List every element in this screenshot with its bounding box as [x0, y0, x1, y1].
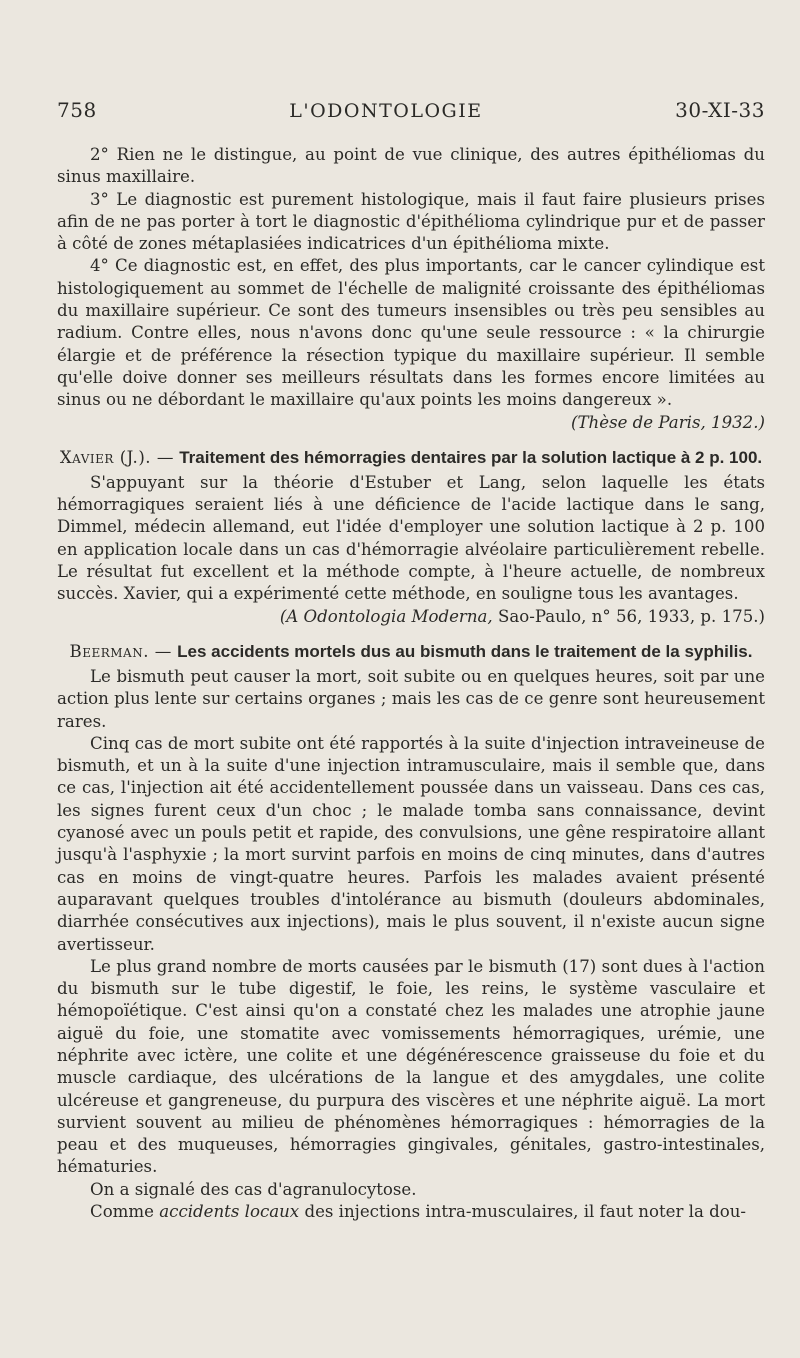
- paragraph: 3° Le diagnostic est purement histologique, mais il faut faire plusieurs prises afin de ne pas porter à tort le diagnostic d'épithélioma cylindrique pur et de passer à côté de zones métaplasiées indicatrices d'un épithélioma mixte.: [57, 189, 765, 254]
- paragraph: On a signalé des cas d'agranulocytose.: [90, 1179, 417, 1199]
- article-title: Traitement des hémorragies dentaires par la solution lactique à 2 p. 100.: [179, 447, 763, 467]
- citation-journal: (A Odontologia Moderna,: [279, 606, 493, 626]
- text-run: Comme: [90, 1202, 154, 1222]
- page-number: 758: [57, 98, 97, 122]
- citation: [57, 606, 765, 628]
- paragraph: Cinq cas de mort subite ont été rapportés à la suite d'injection intraveineuse de bismuth, et un à la suite d'une injection intramusculaire, mais il semble que, dans ce cas, l'injection ait été accidentellement poussée dans un vaisseau. Dans ces cas, les signes furent ceux d'un choc ; le malade tomba sans connaissance, devint cyanosé avec un pouls petit et rapide, des convulsions, une gêne respiratoire allant jusqu'à l'asphyxie ; la mort survint parfois en moins de cinq minutes, dans d'autres cas en moins de vingt-quatre heures. Parfois les malades avaient présenté auparavant quelques troubles d'intolérance au bismuth (douleurs abdominales, diarrhée consécutives aux injections), mais le plus souvent, il n'existe aucun signe avertisseur.: [57, 733, 765, 954]
- article-author: Xavier (J.). —: [59, 447, 174, 467]
- issue-date: 30-XI-33: [675, 98, 765, 122]
- paragraph: S'appuyant sur la théorie d'Estuber et Lang, selon laquelle les états hémorragiques seraient liés à une déficience de l'acide lactique dans le sang, Dimmel, médecin allemand, eut l'idée d'employer une solution lactique à 2 p. 100 en application locale dans un cas d'hémorragie alvéolaire particulièrement rebelle. Le résultat fut excellent et la méthode compte, à l'heure actuelle, de nombreux succès. Xavier, qui a expérimenté cette méthode, en souligne tous les avantages.: [57, 472, 765, 604]
- article-heading-beerman: [57, 641, 765, 662]
- journal-title: L'ODONTOLOGIE: [289, 100, 483, 122]
- text-run: des injections intra-musculaires, il faut noter la dou-: [304, 1202, 747, 1222]
- running-header: [57, 98, 765, 122]
- paragraph: Le plus grand nombre de morts causées par le bismuth (17) sont dues à l'action du bismuth sur le tube digestif, le foie, les reins, le système vasculaire et hémopoïétique. C'est ainsi qu'on a constaté chez les malades une atrophie jaune aiguë du foie, une stomatite avec vomissements hémorragiques, urémie, une néphrite avec ictère, une colite et une dégénérescence graisseuse du foie et du muscle cardiaque, des ulcérations de la langue et des amygdales, une colite ulcéreuse et gangreneuse, du purpura des viscères et une néphrite aiguë. La mort survient souvent au milieu de phénomènes hémorragiques : hémorragies de la peau et des muqueuses, hémorragies gingivales, génitales, gastro-intestinales, hématuries.: [57, 956, 765, 1177]
- citation-details: Sao-Paulo, n° 56, 1933, p. 175.): [498, 606, 765, 626]
- article-title: Les accidents mortels dus au bismuth dans le traitement de la syphilis.: [177, 641, 753, 661]
- italic-run: accidents locaux: [159, 1202, 300, 1222]
- paragraph: 4° Ce diagnostic est, en effet, des plus importants, car le cancer cylindique est histologiquement au sommet de l'échelle de malignité croissante des épithéliomas du maxillaire supérieur. Ce sont des tumeurs insensibles ou très peu sensibles au radium. Contre elles, nous n'avons donc qu'une seule ressource : « la chirurgie élargie et de préférence la résection typique du maxillaire supérieur. Il semble qu'elle doive donner ses meilleurs résultats dans les formes encore limitées au sinus ou ne débordant le maxillaire qu'aux points les moins dangereux ».: [57, 256, 765, 410]
- article-heading-xavier: [57, 447, 765, 468]
- paragraph: Le bismuth peut causer la mort, soit subite ou en quelques heures, soit par une action plus lente sur certains organes ; mais les cas de ce genre sont heureusement rares.: [57, 666, 765, 731]
- paragraph: [57, 1201, 765, 1223]
- citation: (Thèse de Paris, 1932.): [571, 412, 765, 432]
- paragraph: 2° Rien ne le distingue, au point de vue clinique, des autres épithéliomas du sinus maxillaire.: [57, 145, 765, 187]
- page-body: [57, 144, 765, 1223]
- article-author: Beerman. —: [69, 641, 172, 661]
